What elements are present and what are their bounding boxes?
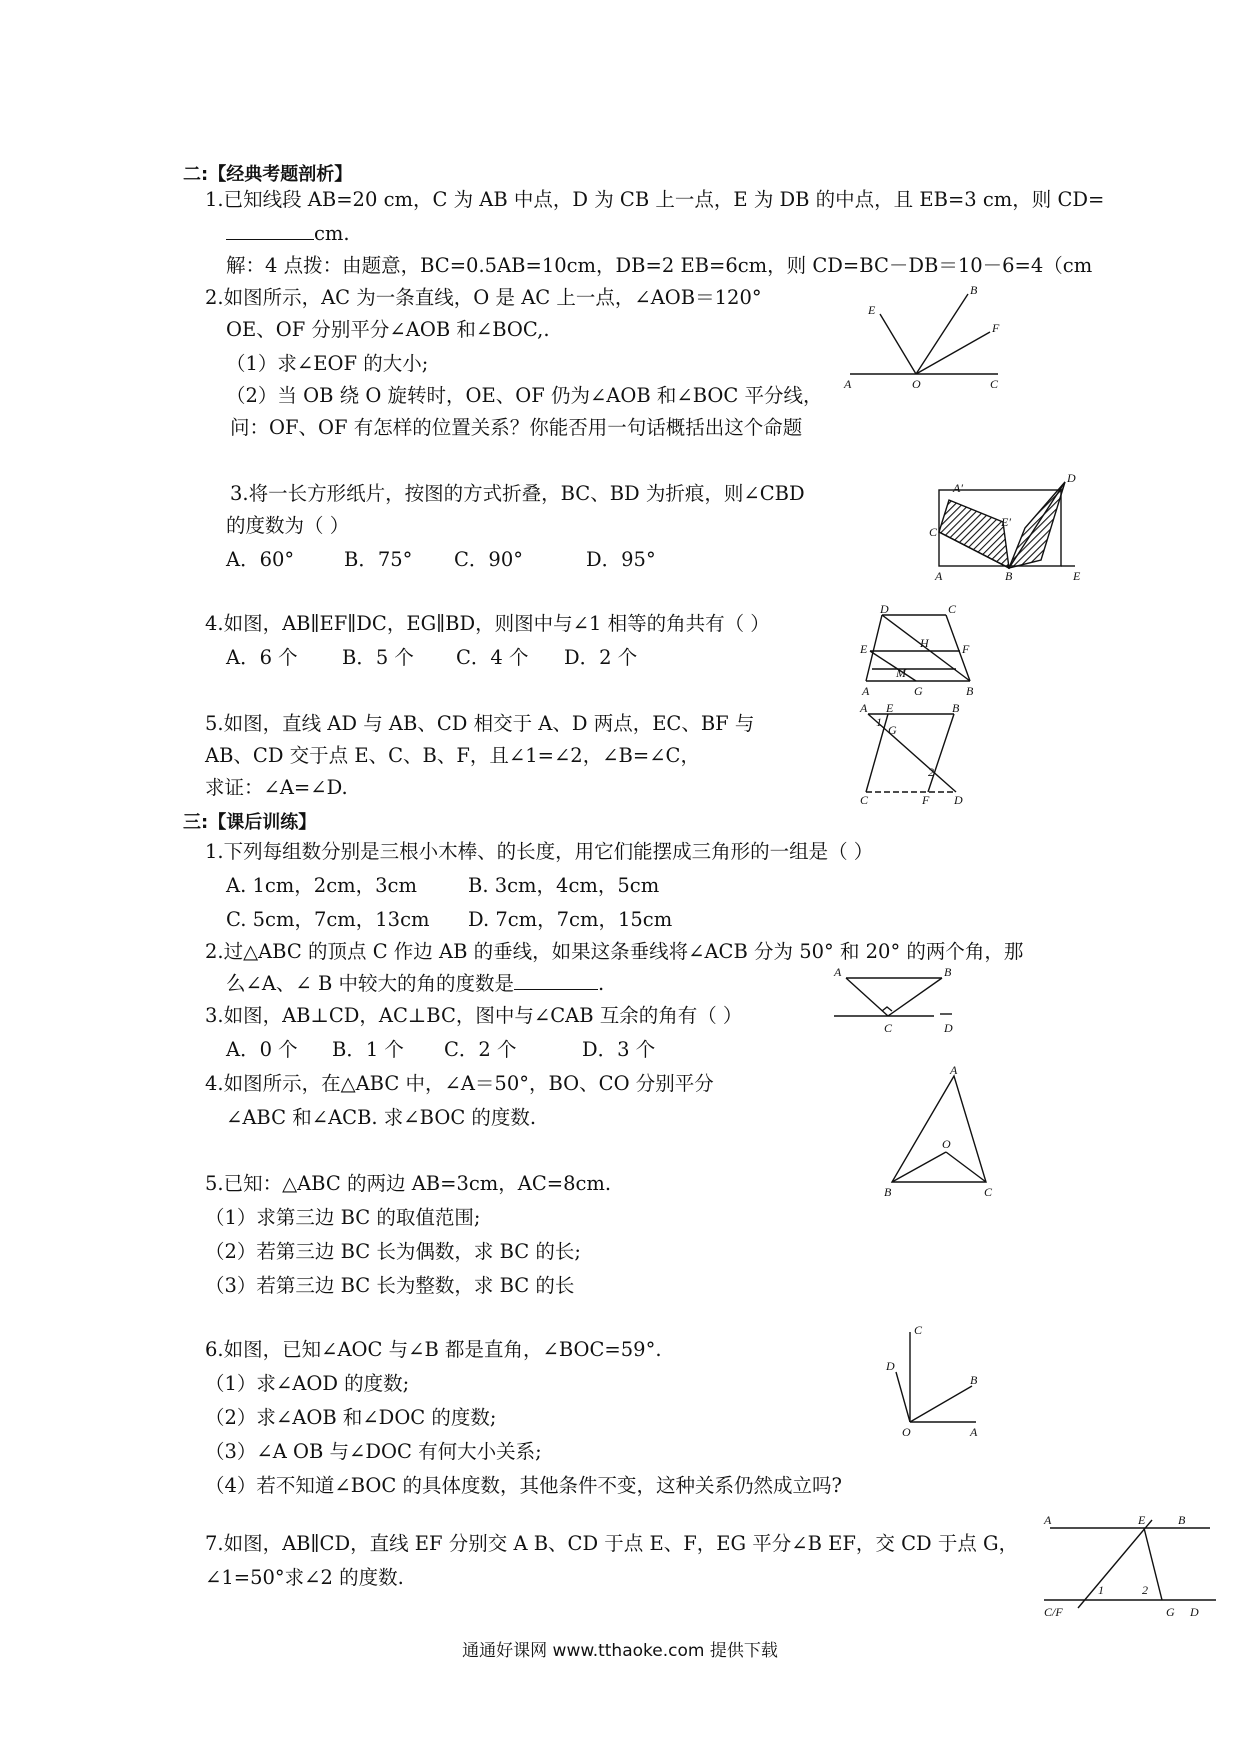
label-C: C xyxy=(990,377,999,391)
q3-6-line2: （1）求∠AOD 的度数; xyxy=(205,1372,410,1395)
label-C: C xyxy=(948,602,957,616)
label-D: D xyxy=(886,1359,895,1373)
q3-6-line4: （3）∠A OB 与∠DOC 有何大小关系; xyxy=(205,1440,542,1463)
q3-1-line1: 1.下列每组数分别是三根小木棒、的长度，用它们能摆成三角形的一组是（ ） xyxy=(205,840,874,863)
label-G: G xyxy=(1166,1605,1175,1619)
figure-q2-angles xyxy=(840,280,1020,395)
q2-3-line1: 3.将一长方形纸片，按图的方式折叠，BC、BD 为折痕，则∠CBD xyxy=(230,482,805,505)
label-B: B xyxy=(884,1185,892,1199)
label-B: B xyxy=(952,701,960,715)
option-c: C. 5cm，7cm，13cm xyxy=(226,908,430,931)
section-heading-3: 三:【课后训练】 xyxy=(183,812,317,833)
label-A: A xyxy=(860,701,868,715)
label-B: B xyxy=(944,965,952,979)
q2-4-line1: 4.如图，AB∥EF∥DC，EG∥BD，则图中与∠1 相等的角共有（ ） xyxy=(205,612,770,635)
label-H: H xyxy=(920,636,929,650)
option-a: A．6 个 xyxy=(226,646,298,669)
label-C: C xyxy=(860,793,869,807)
q2-5-line3: 求证：∠A=∠D. xyxy=(205,776,348,799)
q3-6-line3: （2）求∠AOB 和∠DOC 的度数; xyxy=(205,1406,497,1429)
label-D: D xyxy=(1067,471,1076,485)
q3-2-line2: 么∠A、∠ B 中较大的角的度数是 . xyxy=(226,972,605,995)
q3-1-options-row2 xyxy=(226,908,672,932)
q3-3-line1: 3.如图，AB⊥CD，AC⊥BC，图中与∠CAB 互余的角有（ ） xyxy=(205,1004,743,1027)
label-A: A xyxy=(950,1063,958,1077)
option-d: D．95° xyxy=(586,548,656,571)
label-A: A xyxy=(935,569,943,583)
label-D: D xyxy=(944,1021,953,1035)
label-C-F: C/F xyxy=(1044,1605,1063,1619)
label-D: D xyxy=(880,602,889,616)
label-F: F xyxy=(962,642,970,656)
label-E: E xyxy=(1073,569,1081,583)
option-d: D. 7cm，7cm，15cm xyxy=(468,908,673,931)
q3-6-line1: 6.如图，已知∠AOC 与∠B 都是直角，∠BOC=59°. xyxy=(205,1338,662,1361)
q2-4-options xyxy=(226,646,637,670)
q2-3-options xyxy=(226,548,656,572)
label-O: O xyxy=(912,377,921,391)
section-heading-2: 二:【经典考题剖析】 xyxy=(183,164,353,185)
q2-3-line2: 的度数为（ ） xyxy=(226,514,350,537)
figure-q5-crossing-lines xyxy=(858,702,968,806)
label-A-prime: A′ xyxy=(953,481,963,495)
label-G: G xyxy=(914,684,923,698)
q3-5-line1: 5.已知：△ABC 的两边 AB=3cm，AC=8cm. xyxy=(205,1172,612,1195)
label-E: E xyxy=(868,303,876,317)
figure-q7-parallel-transversal xyxy=(1040,1508,1220,1620)
option-b: B．75° xyxy=(344,548,413,571)
option-b: B．1 个 xyxy=(332,1038,404,1061)
option-c: C．4 个 xyxy=(456,646,529,669)
label-C: C xyxy=(984,1185,993,1199)
label-B: B xyxy=(1178,1513,1186,1527)
option-a: A．0 个 xyxy=(226,1038,298,1061)
q2-2-line4: （2）当 OB 绕 O 旋转时，OE、OF 仍为∠AOB 和∠BOC 平分线， xyxy=(226,384,823,407)
label-F: F xyxy=(992,321,1000,335)
label-D: D xyxy=(1190,1605,1199,1619)
label-A: A xyxy=(844,377,852,391)
label-D: D xyxy=(954,793,963,807)
option-c: C．90° xyxy=(454,548,523,571)
figure-q3-folded-paper xyxy=(925,470,1085,582)
q3-2-line1: 2.过△ABC 的顶点 C 作边 AB 的垂线，如果这条垂线将∠ACB 分为 50° 和 20° 的两个角，那 xyxy=(205,940,1024,963)
answer-blank xyxy=(514,989,598,990)
figure-q4-parallel-lines xyxy=(860,602,980,698)
page-footer: 通通好课网 www.tthaoke.com 提供下载 xyxy=(462,1641,778,1661)
label-C: C xyxy=(914,1323,923,1337)
q3-7-line1: 7.如图，AB∥CD，直线 EF 分别交 A B、CD 于点 E、F，EG 平分∠B EF，交 CD 于点 G， xyxy=(205,1532,1019,1555)
answer-blank xyxy=(226,239,314,240)
label-B: B xyxy=(970,283,978,297)
q2-2-line2: OE、OF 分别平分∠AOB 和∠BOC,. xyxy=(226,318,550,341)
label-B: B xyxy=(970,1373,978,1387)
label-B: B xyxy=(1005,569,1013,583)
q3-3-options xyxy=(226,1038,655,1062)
q2-1-line2: cm. xyxy=(226,222,350,246)
label-O: O xyxy=(902,1425,911,1439)
q3-5-line2: （1）求第三边 BC 的取值范围; xyxy=(205,1206,481,1229)
q3-7-line2: ∠1=50°求∠2 的度数. xyxy=(205,1566,404,1589)
label-A: A xyxy=(862,684,870,698)
label-A: A xyxy=(1044,1513,1052,1527)
label-B: B xyxy=(966,684,974,698)
figure-q4-triangle xyxy=(876,1064,996,1202)
label-1: 1 xyxy=(1098,1583,1104,1597)
q3-5-line3: （2）若第三边 BC 长为偶数，求 BC 的长; xyxy=(205,1240,581,1263)
label-2: 2 xyxy=(1142,1583,1148,1597)
option-d: D．3 个 xyxy=(582,1038,656,1061)
q2-2-line3: （1）求∠EOF 的大小; xyxy=(226,352,429,375)
label-A: A xyxy=(834,965,842,979)
option-a: A. 1cm，2cm，3cm xyxy=(226,874,417,897)
q2-5-line1: 5.如图，直线 AD 与 AB、CD 相交于 A、D 两点，EC、BF 与 xyxy=(205,712,755,735)
label-1: 1 xyxy=(876,715,882,729)
option-b: B. 3cm，4cm，5cm xyxy=(468,874,660,897)
label-C: C xyxy=(929,525,938,539)
q2-2-line1: 2.如图所示，AC 为一条直线，O 是 AC 上一点，∠AOB＝120° xyxy=(205,286,762,309)
q3-6-line5: （4）若不知道∠BOC 的具体度数，其他条件不变，这种关系仍然成立吗? xyxy=(205,1474,842,1497)
label-E: E xyxy=(860,642,868,656)
option-d: D．2 个 xyxy=(564,646,638,669)
q3-4-line1: 4.如图所示，在△ABC 中，∠A＝50°，BO、CO 分别平分 xyxy=(205,1072,714,1095)
label-O: O xyxy=(942,1137,951,1151)
option-a: A．60° xyxy=(226,548,295,571)
label-F: F xyxy=(922,793,930,807)
q3-1-options-row1 xyxy=(226,874,659,898)
label-C: C xyxy=(884,1021,893,1035)
label-A: A xyxy=(970,1425,978,1439)
figure-q6-right-angles xyxy=(876,1320,986,1444)
option-b: B．5 个 xyxy=(342,646,414,669)
q2-1-solution: 解：4 点拨：由题意，BC=0.5AB=10cm，DB=2 EB=6cm，则 CD=BC－DB＝10－6=4（cm xyxy=(226,254,1093,277)
label-E: E xyxy=(886,701,894,715)
q2-2-line5: 问：OF、OF 有怎样的位置关系？你能否用一句话概括出这个命题 xyxy=(230,416,803,439)
label-G: G xyxy=(888,723,897,737)
q2-5-line2: AB、CD 交于点 E、C、B、F，且∠1=∠2，∠B=∠C， xyxy=(205,744,700,767)
q2-1-line1: 1.已知线段 AB=20 cm，C 为 AB 中点，D 为 CB 上一点，E 为 DB 的中点，且 EB=3 cm，则 CD= xyxy=(205,188,1105,211)
q3-4-line2: ∠ABC 和∠ACB. 求∠BOC 的度数. xyxy=(226,1106,537,1129)
figure-q3-perpendicular xyxy=(830,965,970,1040)
q3-5-line4: （3）若第三边 BC 长为整数，求 BC 的长 xyxy=(205,1274,575,1297)
label-2: 2 xyxy=(928,765,934,779)
label-E: E xyxy=(1138,1513,1146,1527)
label-M: M xyxy=(896,666,906,680)
option-c: C．2 个 xyxy=(444,1038,517,1061)
label-E-prime: E′ xyxy=(1001,515,1011,529)
